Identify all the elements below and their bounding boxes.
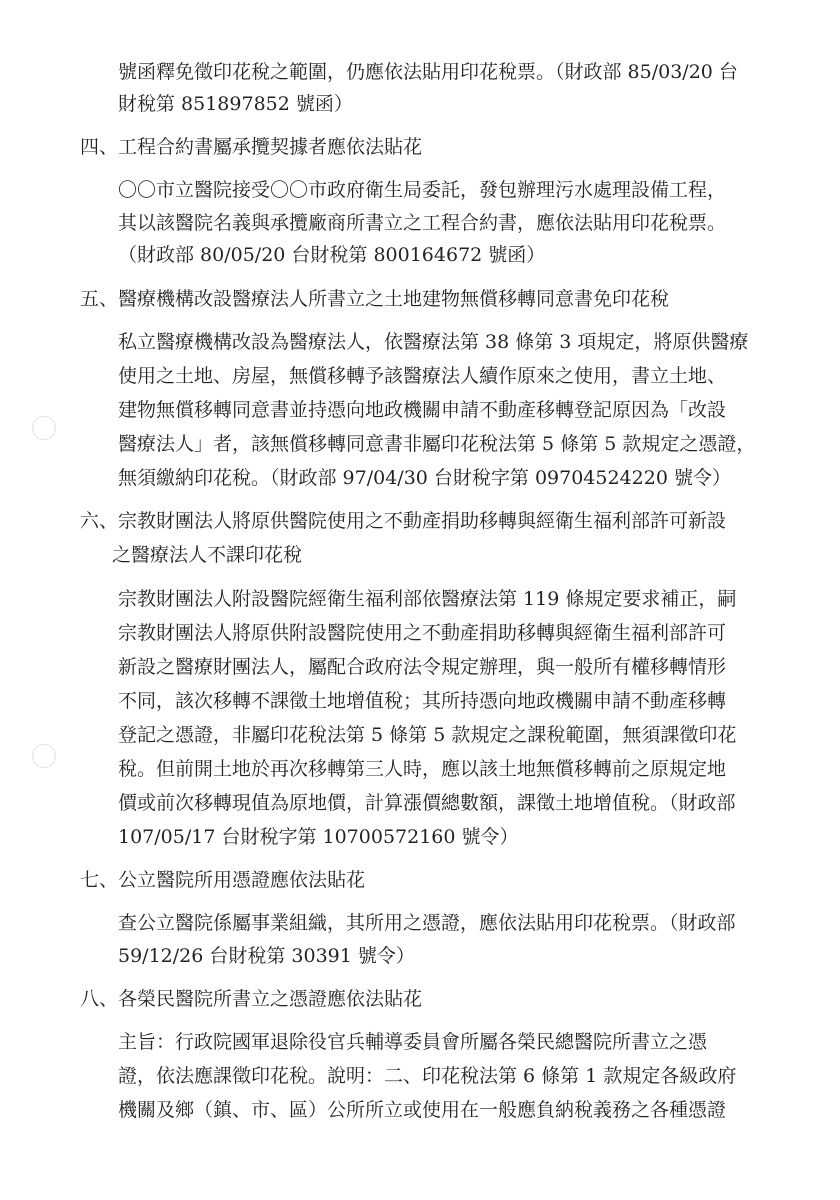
punch-hole-mark — [32, 416, 56, 440]
paragraph-line: 其以該醫院名義與承攬廠商所書立之工程合約書，應依法貼用印花稅票。 — [118, 212, 727, 234]
paragraph-line: 財稅第 851897852 號函） — [118, 93, 353, 115]
paragraph-line: 價或前次移轉現值為原地價，計算漲價總數額，課徵土地增值稅。（財政部 — [118, 792, 736, 814]
paragraph-line: 機關及鄉（鎮、市、區）公所所立或使用在一般應負納稅義務之各種憑證 — [118, 1099, 727, 1121]
section-heading-6-continued: 之醫療法人不課印花稅 — [112, 544, 303, 566]
paragraph-line: 登記之憑證，非屬印花稅法第 5 條第 5 款規定之課稅範圍，無須課徵印花 — [118, 724, 737, 746]
section-heading-8: 八、各榮民醫院所書立之憑證應依法貼花 — [80, 988, 423, 1010]
paragraph-line: 建物無償移轉同意書並持憑向地政機關申請不動產移轉登記原因為「改設 — [118, 399, 727, 421]
paragraph-line: 主旨：行政院國軍退除役官兵輔導委員會所屬各榮民總醫院所書立之憑 — [118, 1031, 708, 1053]
paragraph-line: 不同，該次移轉不課徵土地增值稅；其所持憑向地政機關申請不動產移轉 — [118, 690, 727, 712]
paragraph-line: （財政部 80/05/20 台財稅第 800164672 號函） — [118, 244, 546, 266]
punch-hole-mark — [32, 744, 56, 768]
paragraph-line: 證，依法應課徵印花稅。說明：二、印花稅法第 6 條第 1 款規定各級政府 — [118, 1065, 737, 1087]
paragraph-line: 宗教財團法人附設醫院經衛生福利部依醫療法第 119 條規定要求補正，嗣 — [118, 588, 737, 610]
paragraph-line: 私立醫療機構改設為醫療法人，依醫療法第 38 條第 3 項規定，將原供醫療 — [118, 331, 749, 353]
paragraph-line: 〇〇市立醫院接受〇〇市政府衛生局委託，發包辦理污水處理設備工程， — [118, 179, 727, 201]
paragraph-line: 宗教財團法人將原供附設醫院使用之不動產捐助移轉與經衛生福利部許可 — [118, 622, 727, 644]
paragraph-line: 無須繳納印花稅。（財政部 97/04/30 台財稅字第 09704524220 號令） — [118, 467, 731, 489]
paragraph-line: 稅。但前開土地於再次移轉第三人時，應以該土地無償移轉前之原規定地 — [118, 758, 727, 780]
paragraph-line: 59/12/26 台財稅第 30391 號令） — [118, 945, 415, 967]
paragraph-line: 號函釋免徵印花稅之範圍，仍應依法貼用印花稅票。（財政部 85/03/20 台 — [118, 61, 738, 83]
paragraph-line: 新設之醫療財團法人，屬配合政府法令規定辦理，與一般所有權移轉情形 — [118, 656, 727, 678]
paragraph-line: 醫療法人」者，該無償移轉同意書非屬印花稅法第 5 條第 5 款規定之憑證， — [118, 433, 756, 455]
section-heading-6: 六、宗教財團法人將原供醫院使用之不動產捐助移轉與經衛生福利部許可新設 — [80, 510, 727, 532]
paragraph-line: 查公立醫院係屬事業組織，其所用之憑證，應依法貼用印花稅票。（財政部 — [118, 912, 736, 934]
section-heading-5: 五、醫療機構改設醫療法人所書立之土地建物無償移轉同意書免印花稅 — [80, 288, 670, 310]
paragraph-line: 107/05/17 台財稅字第 10700572160 號令） — [118, 826, 519, 848]
paragraph-line: 使用之土地、房屋，無償移轉予該醫療法人續作原來之使用，書立土地、 — [118, 365, 727, 387]
section-heading-4: 四、工程合約書屬承攬契據者應依法貼花 — [80, 136, 423, 158]
section-heading-7: 七、公立醫院所用憑證應依法貼花 — [80, 869, 366, 891]
